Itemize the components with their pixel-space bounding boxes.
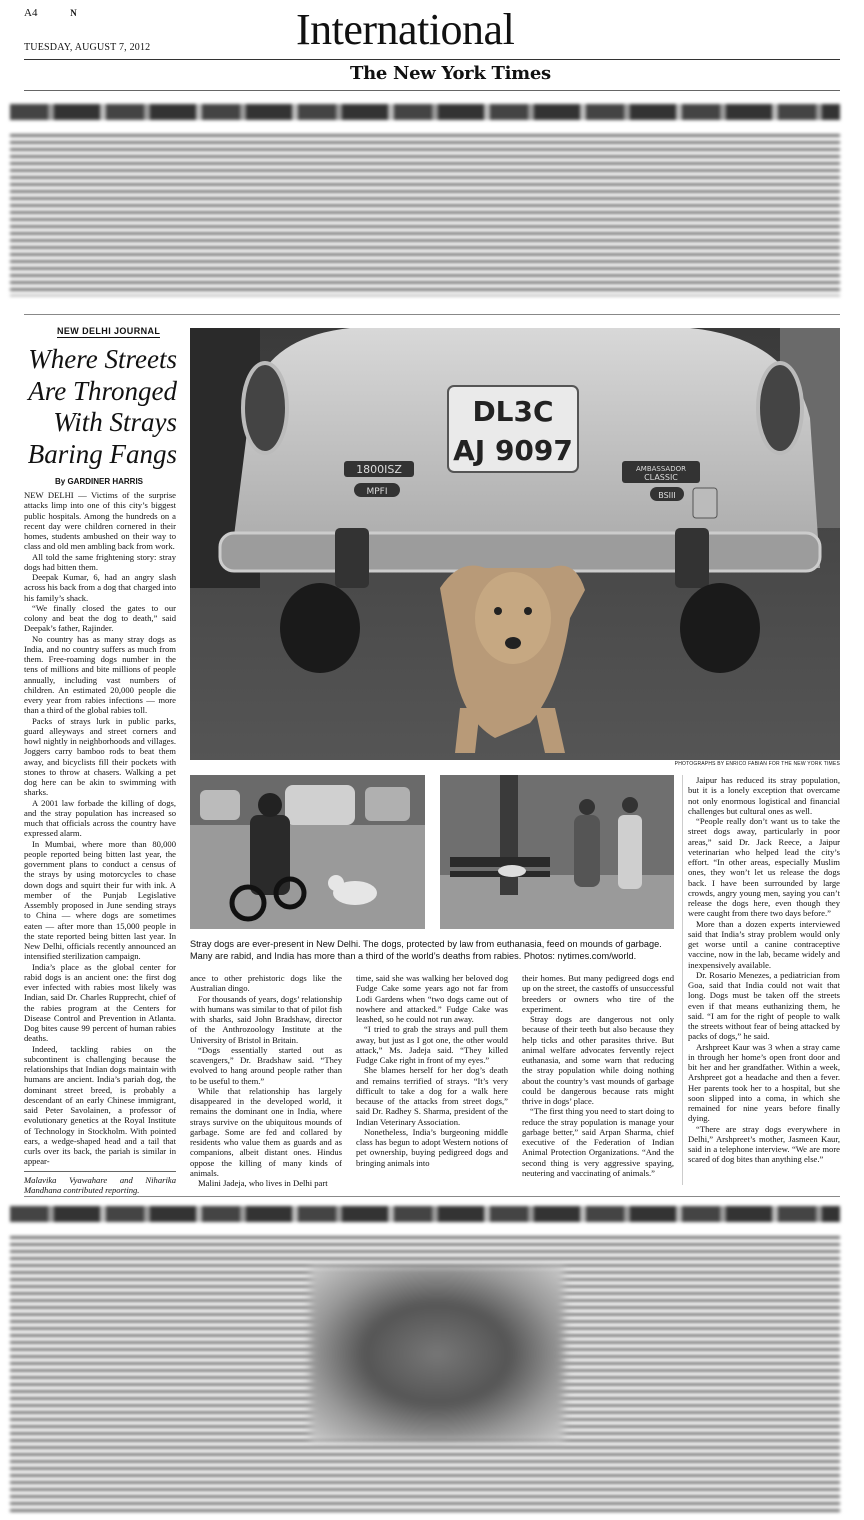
photo-motorcycle-and-dog <box>190 775 425 929</box>
park-photo-illustration <box>440 775 674 929</box>
headline-line: Are Thronged <box>28 375 177 406</box>
paragraph: All told the same frightening story: stray dogs had bitten them. <box>24 551 176 572</box>
paragraph: “The first thing you need to start doing to reduce the stray population is manage your garbage better,” said Arpan Sharma, chief executive of the Federation of Indian Animal Protection Organizations. “And the second thing is very aggressive spaying, neutering and vaccinating of animals.” <box>522 1106 674 1178</box>
headline-line: Baring Fangs <box>27 438 177 469</box>
badge-bsiii: BSIII <box>658 491 676 500</box>
paragraph: Deepak Kumar, 6, had an angry slash across his back from a dog that charged into his family’s shack. <box>24 572 176 603</box>
section-divider <box>24 314 840 315</box>
badge-left: 1800ISZ <box>356 463 402 476</box>
paragraph: “Dogs essentially started out as scavengers,” Dr. Bradshaw said. “They evolved to hang around people rather than to be useful to them.” <box>190 1044 342 1086</box>
column-divider <box>682 775 683 1185</box>
paragraph: Packs of strays lurk in public parks, guard alleyways and street corners and howl nightly in neighborhoods and villages. Joggers carry bamboo rods to beat them away, and bicyclists fill their pockets with stones to throw at chasers. Walking a pet dog here can be akin to swimming with sharks. <box>24 715 176 798</box>
newspaper-logo: The New York Times <box>350 63 551 84</box>
paragraph: Malini Jadeja, who lives in Delhi part <box>198 1178 328 1188</box>
paragraph: She blames herself for her dog’s death and remains terrified of strays. “It’s very difficult to take a dog for a walk here because of the attacks from street dogs,” said Dr. Radhey S. Sharma, president of the Indian Veterinary Association. <box>356 1065 508 1127</box>
paragraph: While that relationship has largely disappeared in the developed world, it remains the dominant one in India, where strays survive on the ubiquitous mounds of garbage. Some are fed and collared by residents who value them as guards and as companions, albeit distant ones. Hindus oppose the killing of many kinds of animals. <box>190 1085 342 1178</box>
paragraph: their homes. But many pedigreed dogs end up on the street, the castoffs of unsuccessful breeders or owners who tire of the experiment. <box>522 973 674 1014</box>
main-photo-car-and-dog <box>190 328 840 760</box>
badge-mpfi: MPFI <box>366 487 388 497</box>
contributors-note: Malavika Vyawahare and Niharika Mandhana contributed reporting. <box>24 1171 176 1196</box>
paragraph: Indeed, tackling rabies on the subcontinent is challenging because the relationships that Indian dogs maintain with humans are ancient. India’s pariah dog, the dominant street breed, is probably a descendant of an early Chinese immigrant, said Peter Savolainen, a professor of evolutionary genetics at the Royal Institute of Technology in Stockholm. With pointed ears, a wedge-shaped head and a tail that curls over its back, the pariah is similar in appear- <box>24 1043 176 1167</box>
edition-mark: N <box>70 8 77 18</box>
paragraph: Stray dogs are dangerous not only because of their teeth but also because they help ticks and other parasites thrive. But animal welfare advocates fervently reject euthanasia, and some warn that reducing the stray population while doing nothing about the country’s vast mounds of garbage could be dangerous because rats might thrive in dogs’ place. <box>522 1014 674 1106</box>
blurred-headline <box>10 1206 840 1222</box>
headline-line: Where Streets <box>28 344 177 374</box>
text-column-5 <box>688 775 840 1165</box>
section-title: International <box>296 5 515 54</box>
paragraph: “We finally closed the gates to our colony and beat the dog to death,” said Deepak’s father, Rajinder. <box>24 602 176 634</box>
article-kicker: NEW DELHI JOURNAL <box>57 326 161 336</box>
paragraph: No country has as many stray dogs as India, and no country suffers as much from them. Free-roaming dogs number in the tens of millions and bite millions of people annually, including vast numbers of children. An estimated 20,000 people die every year from rabies infections — more than a third of the global rabies toll. <box>24 633 176 716</box>
paragraph: Arshpreet Kaur was 3 when a stray came in through her home’s open front door and bit her and her grandfather. Within a week, Arshpreet got a headache and then a fever. Her parents took her to a hospital, but she soon slipped into a coma, in which she remained for nine years before finally dying. <box>688 1041 840 1124</box>
paragraph: “There are stray dogs everywhere in Delhi,” Arshpreet’s mother, Jasmeen Kaur, said in a telephone interview. “We are more scared of dog bites than anything else.” <box>688 1123 840 1165</box>
paragraph: India’s place as the global center for rabid dogs is an ancient one: the first dog ever infected with rabies most likely was Indian, said Dr. Charles Rupprecht, chief of the rabies program at the Centers for Disease Control and Prevention in Atlanta. Dog bites cause 99 percent of human rabies deaths. <box>24 961 176 1044</box>
paragraph: Dr. Rosario Menezes, a pediatrician from Goa, said that India could not wait that long. Dogs must be taken off the streets even if that means euthanizing them, he said. “I am for the right of people to walk the streets without fear of being attacked by packs of dogs,” he said. <box>688 969 840 1042</box>
blurred-headline <box>10 104 840 120</box>
text-column-1 <box>24 490 176 1195</box>
article-headline <box>22 344 177 470</box>
paragraph: “I tried to grab the strays and pull them away, but just as I got one, the other would attack,” Ms. Jadeja said. “They killed Fudge Cake right in front of my eyes.” <box>356 1024 508 1065</box>
page-number: A4 <box>24 7 38 19</box>
photo-caption: Stray dogs are ever-present in New Delhi. The dogs, protected by law from euthanasia, feed on mounds of garbage. Many are rabid, and India has more than a third of the world’s deaths from rabies. Photos: nytimes.com/world. <box>190 939 662 961</box>
paragraph: NEW DELHI — Victims of the surprise attacks limp into one of this city’s biggest public hospitals. Among the hundreds on a recent day were children cornered in their homes, students ambushed on their way to class and old men ambling back from work. <box>24 490 176 552</box>
blurred-photo <box>310 1266 564 1442</box>
text-column-4 <box>522 973 674 1178</box>
main-photo-illustration <box>190 328 840 760</box>
paragraph: For thousands of years, dogs’ relationship with humans was similar to that of pilot fish with sharks, said John Bradshaw, director of the Anthrozoology Institute at the University of Bristol in Britain. <box>190 993 342 1045</box>
blurred-bottom-article <box>10 1206 840 1512</box>
paragraph: Jaipur has reduced its stray population, but it is a lonely exception that overcame not only enormous logistical and financial challenges but cultural ones as well. <box>688 775 840 816</box>
paragraph: Nonetheless, India’s burgeoning middle class has begun to adopt Western notions of pet ownership, buying pedigreed dogs and bringing animals into <box>356 1126 508 1168</box>
paragraph: More than a dozen experts interviewed said that India’s stray problem would only get worse until a canine contraceptive vaccine, now in the lab, became widely and inexpensively available. <box>688 918 840 970</box>
paragraph: “People really don’t want us to take the street dogs away, particularly in poor areas,” said Dr. Jack Reece, a Jaipur veterinarian who helped lead the city’s effort. “In other areas, especially Muslim ones, they won’t let us release the dogs back. I have been surrounded by large crowds, angry young men, saying you can’t release the dogs here, even though they were caught from there two days before.” <box>688 816 840 919</box>
bottom-divider <box>24 1196 840 1197</box>
blurred-text <box>10 134 840 296</box>
motorcycle-photo-illustration <box>190 775 425 929</box>
paragraph: In Mumbai, where more than 80,000 people reported being bitten last year, the government plans to conduct a census of the strays by using motorcycles to chase down dogs and squirt their fur with ink. A member of the Punjab Legislative Assembly proposed in June sending strays to China — where dogs are sometimes eaten — after more than 15,000 people in the state reported being bitten last year. In New Delhi, officials recently announced an intensified sterilization campaign. <box>24 838 176 962</box>
paragraph: ance to other prehistoric dogs like the Australian dingo. <box>190 973 342 994</box>
plate-line-2: AJ 9097 <box>453 434 573 467</box>
blurred-top-article <box>10 104 840 300</box>
logo-rule <box>24 90 840 91</box>
badge-right-line-2: CLASSIC <box>644 473 678 482</box>
paragraph: A 2001 law forbade the killing of dogs, and the stray population has increased so much that officials across the country have expressed alarm. <box>24 797 176 839</box>
text-column-3 <box>356 973 508 1168</box>
issue-date: TUESDAY, AUGUST 7, 2012 <box>24 42 151 53</box>
header-rule <box>24 59 840 60</box>
byline: By GARDINER HARRIS <box>55 477 144 486</box>
paragraph: time, said she was walking her beloved dog Fudge Cake some years ago not far from Lodi Gardens when “two dogs came out of nowhere and attacked.” Fudge Cake was leashed, so he could not run away. <box>356 973 508 1024</box>
headline-line: With Strays <box>53 407 177 437</box>
plate-line-1: DL3C <box>472 395 554 428</box>
photo-park-bench-and-dog <box>440 775 674 929</box>
page-folio <box>24 7 77 19</box>
photo-credit: PHOTOGRAPHS BY ENRICO FABIAN FOR THE NEW YORK TIMES <box>674 761 840 767</box>
badge-right-line-1: AMBASSADOR <box>636 465 686 473</box>
text-column-2 <box>190 973 342 1188</box>
